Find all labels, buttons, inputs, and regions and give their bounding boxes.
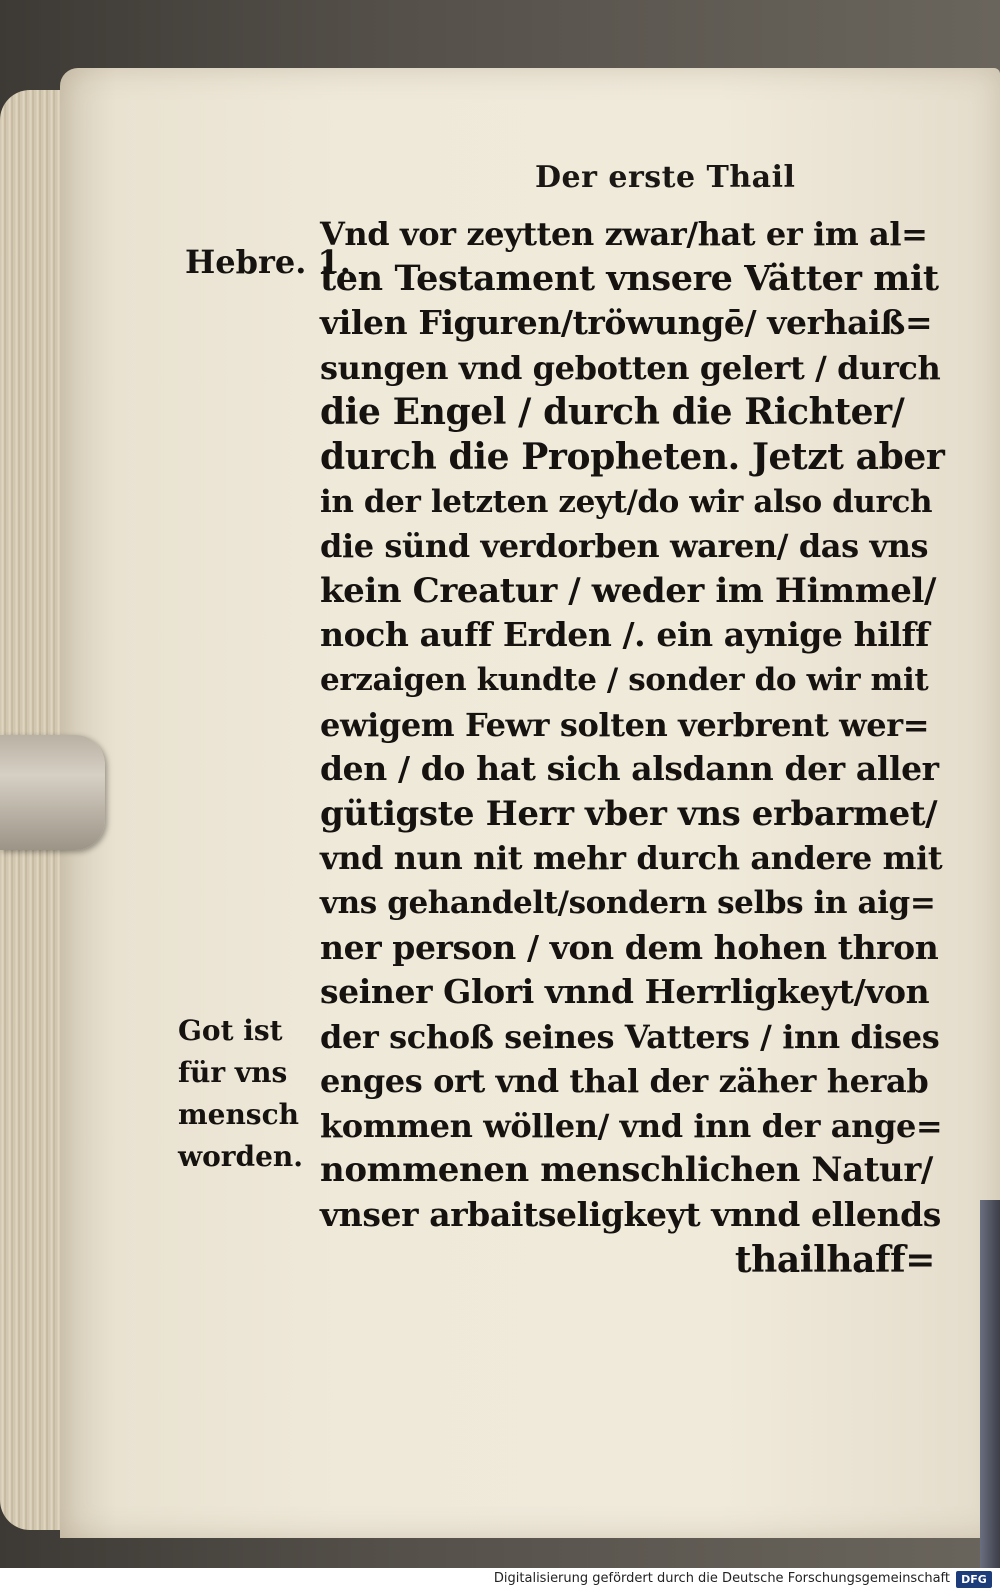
text-line: ten Testament vnsere Vätter mit	[320, 257, 939, 299]
cover-edge	[980, 1200, 1000, 1570]
text-line: vilen Figuren/tröwungē/ verhaiß=	[320, 303, 933, 343]
marginal-note-got	[178, 1010, 303, 1178]
text-line: den / do hat sich alsdann der aller	[320, 749, 939, 789]
text-line: enges ort vnd thal der zäher herab	[320, 1062, 929, 1101]
text-line: erzaigen kundte / sonder do wir mit	[320, 661, 929, 698]
text-line: der schoß seines Vatters / inn dises	[320, 1017, 940, 1056]
main-text-block	[320, 212, 945, 1282]
marginal-note-hebre: Hebre. 1.	[185, 243, 351, 281]
text-line: kein Creatur / weder im Himmel/	[320, 570, 937, 611]
running-head: Der erste Thail	[535, 160, 796, 195]
text-line: in der letzten zeyt/do wir also durch	[320, 483, 933, 520]
marginal-note-line: worden.	[178, 1140, 304, 1173]
page-clip	[0, 735, 105, 850]
marginal-note-line: Got ist	[178, 1014, 283, 1047]
text-line: ewigem Fewr solten verbrent wer=	[320, 705, 930, 744]
footer-bar	[0, 1568, 1000, 1592]
text-line: die Engel / durch die Richter/	[320, 391, 905, 434]
text-line: seiner Glori vnnd Herrligkeyt/von	[320, 972, 930, 1012]
footer-credit: Digitalisierung gefördert durch die Deutsche Forschungsgemeinschaft	[493, 1571, 950, 1586]
text-line: nommenen menschlichen Natur/	[320, 1150, 933, 1191]
text-line: vnser arbaitseligkeyt vnnd ellends	[320, 1195, 941, 1235]
marginal-note-line: mensch	[178, 1098, 299, 1131]
text-line: durch die Propheten. Jetzt aber	[320, 435, 945, 478]
text-line: kommen wöllen/ vnd inn der ange=	[320, 1106, 943, 1145]
dfg-logo: DFG	[956, 1571, 992, 1588]
text-line: vnd nun nit mehr durch andere mit	[320, 839, 943, 878]
text-line: gütigste Herr vber vns erbarmet/	[320, 793, 938, 834]
catchword: thailhaff=	[734, 1238, 935, 1281]
text-line: vns gehandelt/sondern selbs in aig=	[320, 884, 936, 921]
text-line: ner person / von dem hohen thron	[320, 927, 939, 967]
show-through-text	[170, 390, 280, 630]
text-line: Vnd vor zeytten zwar/hat er im al=	[320, 215, 928, 253]
text-line: noch auff Erden /. ein aynige hilff	[320, 615, 930, 655]
marginal-note-line: für vns	[178, 1056, 288, 1089]
text-line: sungen vnd gebotten gelert / durch	[320, 348, 941, 387]
text-line: die sünd verdorben waren/ das vns	[320, 527, 929, 566]
